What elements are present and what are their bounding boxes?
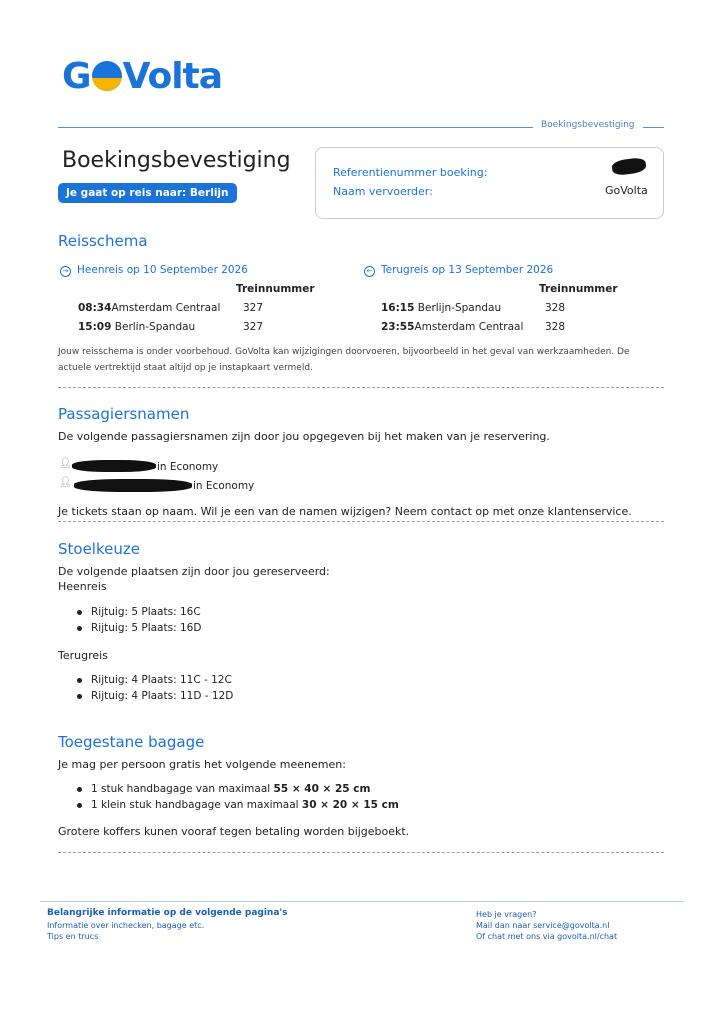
logo-text: Volta [122, 56, 223, 97]
seats-title: Stoelkeuze [58, 540, 140, 558]
outbound-heading [60, 264, 248, 277]
seats-return-list [77, 672, 233, 704]
outbound-row-1-train: 327 [243, 302, 264, 314]
footer-info-line-1: Informatie over inchecken, bagage etc. [47, 921, 205, 930]
footer-contact-email[interactable]: Mail dan naar service@govolta.nl [476, 921, 610, 930]
itinerary-note-line-2: actuele vertrektijd staat altijd op je instapkaart vermeld. [58, 363, 313, 373]
return-row-1-time: 16:15 [381, 302, 415, 314]
passenger-2-user-icon: 👤︎ [59, 477, 72, 488]
passenger-1-user-icon: 👤︎ [59, 458, 72, 469]
reference-number-label: Referentienummer boeking: [333, 166, 488, 179]
outbound-row-1 [78, 302, 220, 314]
footer-contact-chat[interactable]: Of chat met ons via govolta.nl/chat [476, 932, 618, 941]
list-item: Rijtuig: 4 Plaats: 11C - 12C [77, 672, 233, 688]
section-divider [58, 387, 664, 388]
seats-outbound-list [77, 604, 201, 636]
passengers-footer-note: Je tickets staan op naam. Wil je een van de namen wijzigen? Neem contact op met onze klantenservice. [58, 505, 632, 518]
return-row-1-station: Berlijn-Spandau [417, 302, 502, 314]
header-divider-label: Boekingsbevestiging [533, 120, 643, 130]
page-title: Boekingsbevestiging [62, 148, 291, 173]
outbound-row-2-train: 327 [243, 321, 264, 333]
outbound-row-2-time: 15:09 [78, 321, 112, 333]
footer-info-line-2: Tips en trucs [47, 932, 99, 941]
outbound-heading-text: Heenreis op 10 September 2026 [77, 264, 248, 276]
return-row-2-train: 328 [545, 321, 566, 333]
list-item: Rijtuig: 5 Plaats: 16C [77, 604, 201, 620]
return-row-2-time: 23:55 [381, 321, 415, 333]
section-divider [58, 521, 664, 522]
baggage-item-2-size: 30 × 20 × 15 cm [301, 799, 399, 811]
outbound-train-column-header: Treinnummer [236, 283, 315, 295]
baggage-item-1-text: 1 stuk handbagage van maximaal [91, 783, 274, 795]
logo-letter-g: G [62, 56, 91, 97]
baggage-intro: Je mag per persoon gratis het volgende meenemen: [58, 758, 346, 771]
carrier-name-label: Naam vervoerder: [333, 185, 433, 198]
baggage-title: Toegestane bagage [58, 733, 205, 751]
outbound-row-2-station: Berlin-Spandau [114, 321, 196, 333]
return-row-1 [381, 302, 501, 314]
list-item: Rijtuig: 5 Plaats: 16D [77, 620, 201, 636]
passenger-1-redacted-name [72, 460, 156, 472]
destination-badge: Je gaat op reis naar: Berlijn [58, 183, 237, 203]
itinerary-title: Reisschema [58, 232, 148, 250]
return-train-column-header: Treinnummer [539, 283, 618, 295]
passenger-1-class: in Economy [157, 461, 219, 473]
baggage-item-1-size: 55 × 40 × 25 cm [273, 783, 371, 795]
itinerary-note-line-1: Jouw reisschema is onder voorbehoud. GoVolta kan wijzigingen doorvoeren, bijvoorbeeld in het geval van werkzaamheden. De [58, 347, 630, 357]
return-heading-text: Terugreis op 13 September 2026 [381, 264, 554, 276]
list-item [77, 797, 399, 813]
passenger-2-class: in Economy [193, 480, 255, 492]
passengers-intro: De volgende passagiersnamen zijn door jou opgegeven bij het maken van je reservering. [58, 430, 550, 443]
list-item: Rijtuig: 4 Plaats: 11D - 12D [77, 688, 233, 704]
baggage-item-2-text: 1 klein stuk handbagage van maximaal [91, 799, 302, 811]
passengers-title: Passagiersnamen [58, 405, 190, 423]
outbound-arrow-icon: → [60, 266, 71, 277]
carrier-name-value: GoVolta [605, 184, 648, 197]
logo-o-icon [92, 61, 122, 91]
outbound-row-1-station: Amsterdam Centraal [111, 302, 221, 314]
reference-box [315, 147, 664, 219]
return-arrow-icon: ← [364, 266, 375, 277]
outbound-row-2 [78, 321, 195, 333]
seats-return-label: Terugreis [58, 649, 108, 662]
passenger-2-redacted-name [74, 479, 192, 492]
return-row-2-station: Amsterdam Centraal [414, 321, 524, 333]
return-row-1-train: 328 [545, 302, 566, 314]
footer-info-heading: Belangrijke informatie op de volgende pagina's [47, 908, 288, 918]
return-row-2 [381, 321, 523, 333]
list-item [77, 781, 399, 797]
seats-outbound-label: Heenreis [58, 580, 107, 593]
footer-divider [40, 901, 684, 902]
return-heading [364, 264, 553, 277]
seats-intro: De volgende plaatsen zijn door jou gereserveerd: [58, 565, 330, 578]
section-divider [58, 852, 664, 853]
govolta-logo [62, 56, 222, 97]
baggage-footer-note: Grotere koffers kunen vooraf tegen betaling worden bijgeboekt. [58, 825, 410, 838]
footer-contact-line-1: Heb je vragen? [476, 910, 537, 919]
outbound-row-1-time: 08:34 [78, 302, 112, 314]
baggage-list [77, 781, 399, 813]
